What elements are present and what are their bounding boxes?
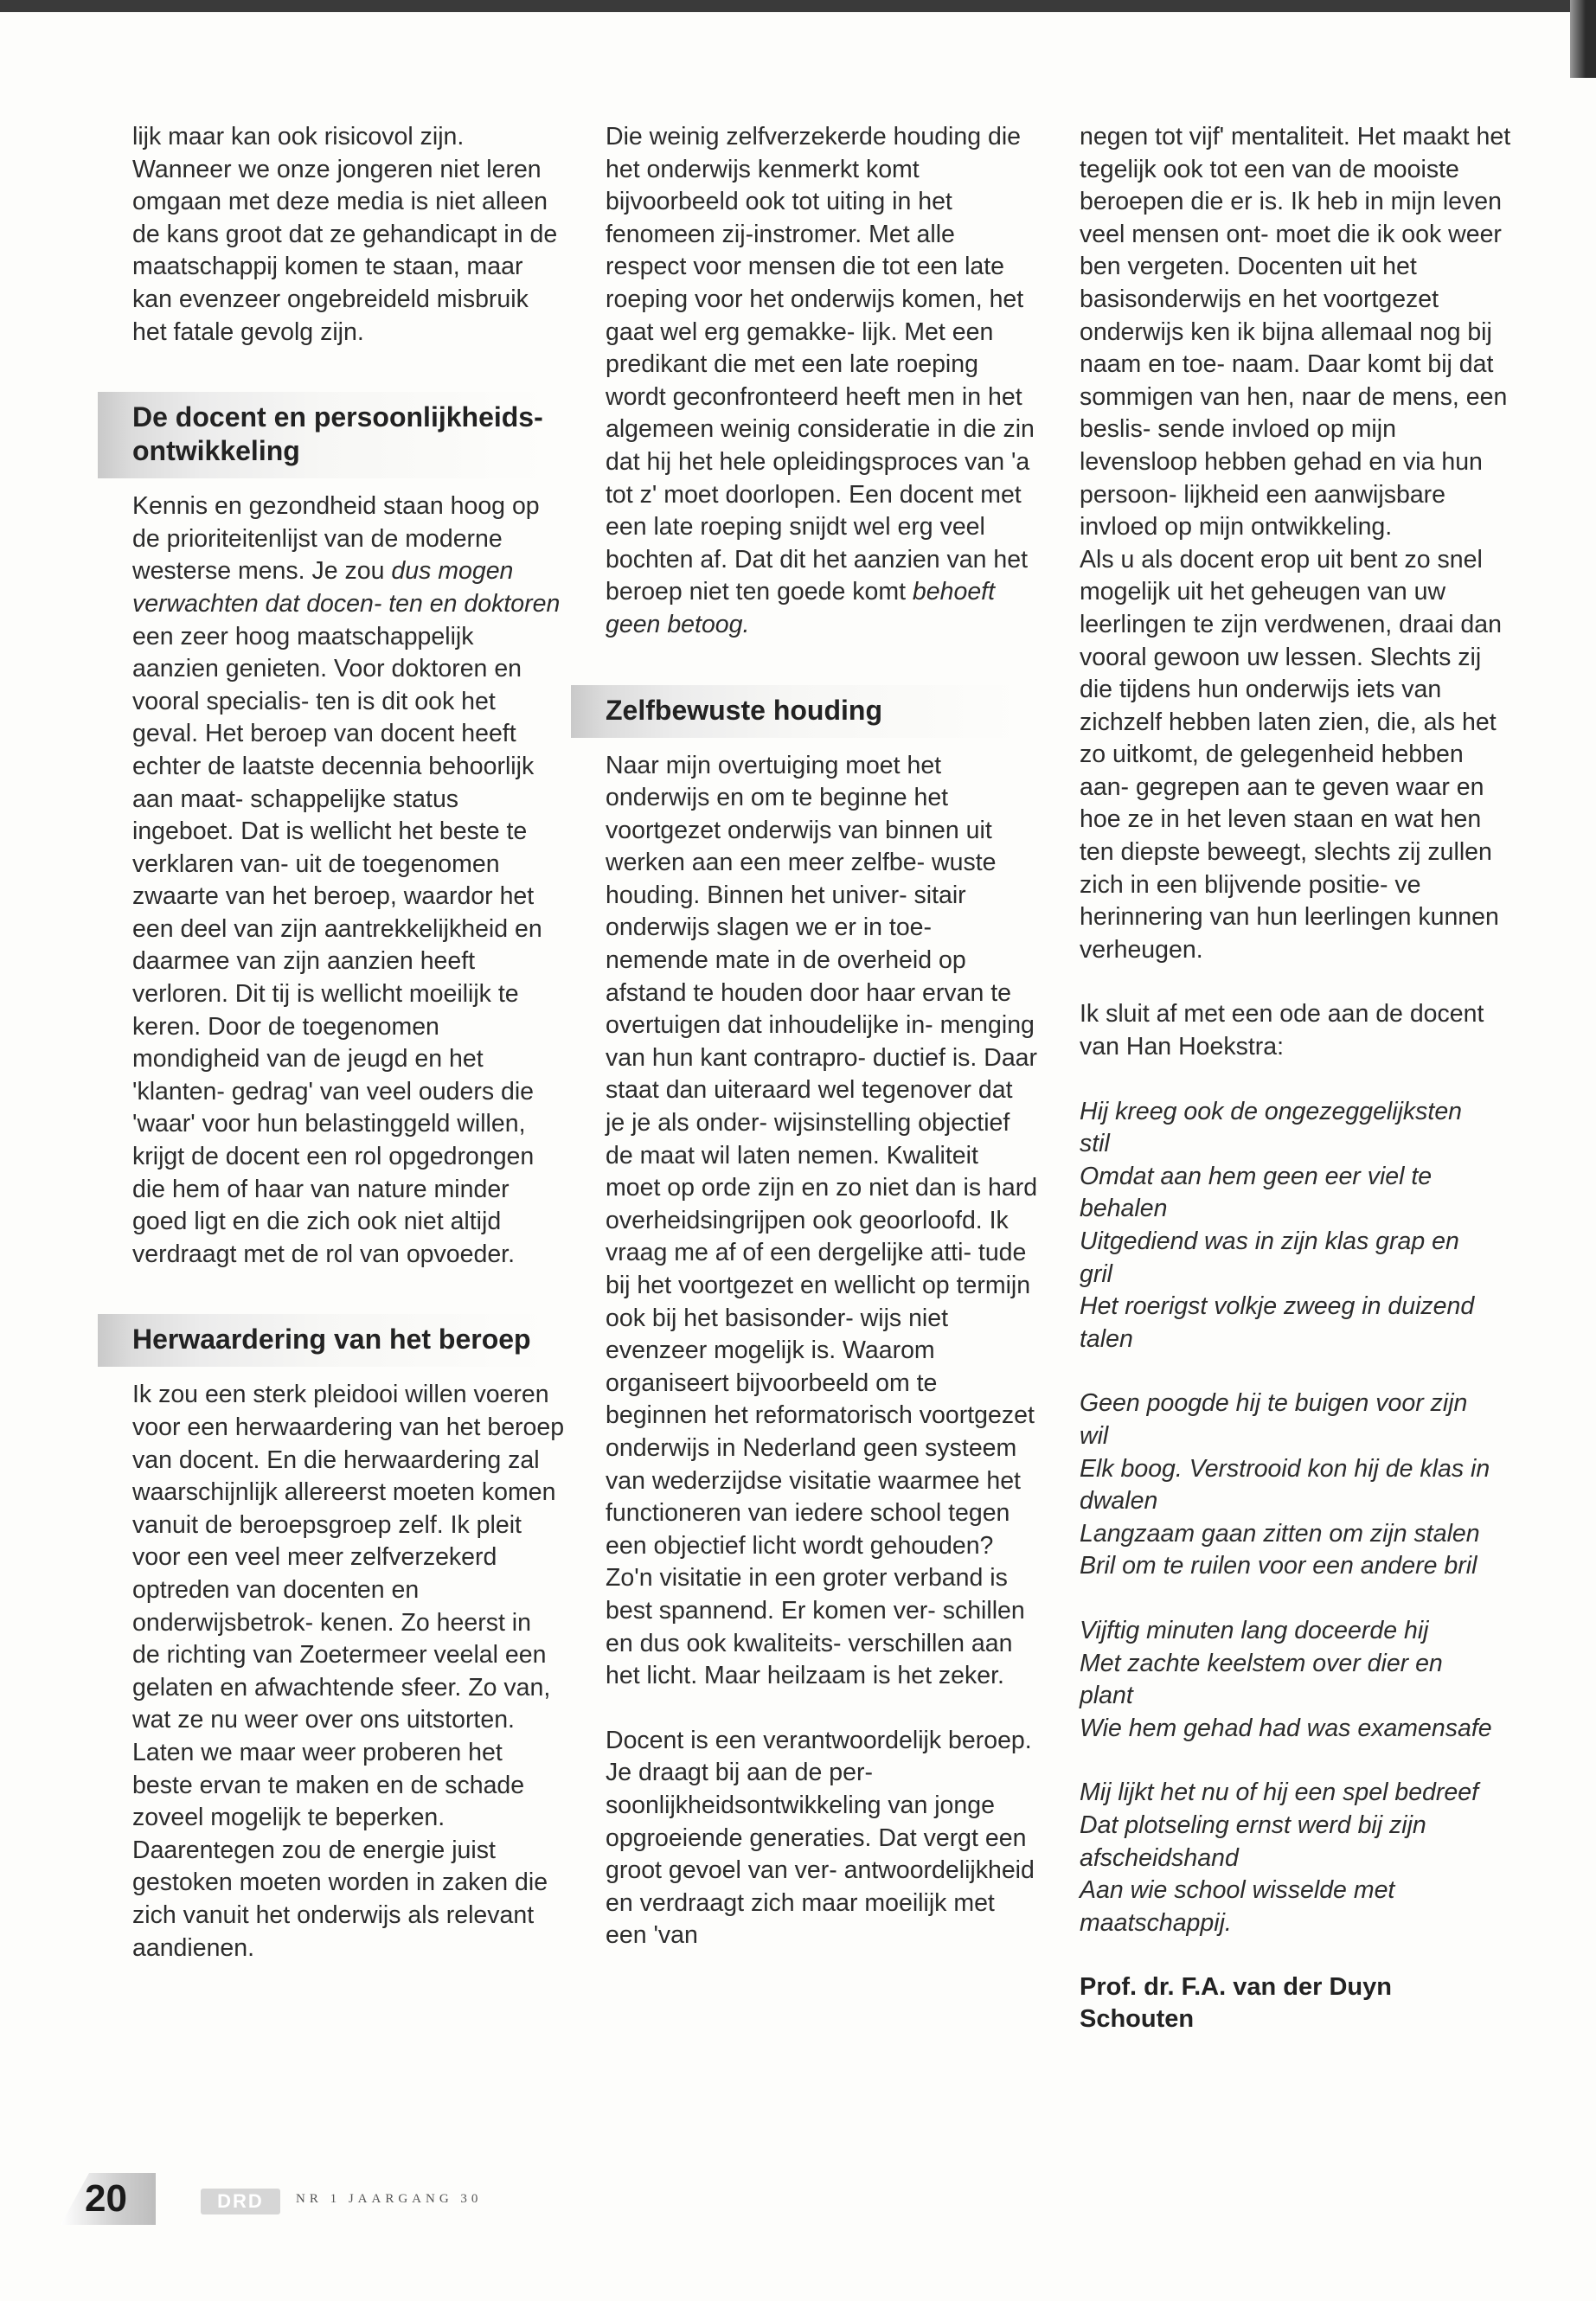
issue-label: NR 1 JAARGANG 30 <box>296 2192 483 2206</box>
text-span: een zeer hoog maatschappelijk aanzien genieten. Voor doktoren en vooral specialis- ten is dit ook het geval. Het beroep van docent heeft echter de laatste decennia behoorlijk aan maat- schappelijke status ingeboet. Dat is wellicht het beste te verklaren van- uit de toegenomen zwaarte van het beroep, waardor het een deel van zijn aantrekkelijkheid en daarmee van zijn aanzien heeft verloren. Dit tij is wellicht moeilijk te keren. Door de toegenomen mondigheid van de jeugd en het 'klanten- gedrag' van veel ouders die 'waar' voor hun belastinggeld willen, krijgt de docent een rol opgedrongen die hem of haar van nature minder goed ligt en die zich ook niet altijd verdraagt met de rol van opvoeder. <box>132 622 542 1268</box>
poem-line: wil <box>1080 1421 1109 1450</box>
poem-line: gril <box>1080 1259 1113 1288</box>
author-signature <box>1080 1971 1512 2035</box>
poem-line: Wie hem gehad had was examensafe <box>1080 1714 1492 1742</box>
poem-line: Geen poogde hij te buigen voor zijn <box>1080 1389 1468 1418</box>
poem-line: Aan wie school wisselde met <box>1080 1876 1395 1905</box>
poem-line: plant <box>1080 1682 1133 1710</box>
poem-line: afscheidshand <box>1080 1843 1239 1872</box>
poem-line: Uitgediend was in zijn klas grap en <box>1080 1227 1459 1255</box>
poem-line: dwalen <box>1080 1487 1158 1516</box>
top-right-scan-shadow <box>1570 0 1596 78</box>
poem-stanza <box>1080 1615 1512 1745</box>
poem-line: behalen <box>1080 1195 1168 1223</box>
poem-stanza <box>1080 1388 1512 1583</box>
paragraph: Ik sluit af met een ode aan de docent van Han Hoekstra: <box>1080 1000 1484 1061</box>
section-heading-herwaardering <box>98 1314 565 1367</box>
poem-line: Bril om te ruilen voor een andere bril <box>1080 1552 1477 1580</box>
signature-line: Schouten <box>1080 2005 1195 2034</box>
poem-line: Hij kreeg ook de ongezeggelijksten <box>1080 1097 1463 1125</box>
paragraph: Naar mijn overtuiging moet het onderwijs en om te beginne het voortgezet onderwijs van binnen uit werken aan een meer zelfbe- wuste houding. Binnen het univer- sitair onderwijs slagen we er in toe- nemende mate in de overheid op afstand te houden door haar ervan te overtuigen dat inhoudelijke in- menging van hun kant contrapro- ductief is. Daar staat dan uiteraard wel tegenover dat je je als onder- wijsinstelling objectief de maat wil laten nemen. Kwaliteit moet op orde zijn en zo niet dan is hard overheidsingrijpen ook geoorloofd. Ik vraag me af of een dergelijke atti- tude bij het voortgezet en wellicht op termijn ook bij het basisonder- wijs niet evenzeer mogelijk is. Waarom organiseert bijvoorbeeld om te beginnen het reformatorisch voortgezet onderwijs in Nederland geen systeem van wederzijdse visitatie waarmee het functioneren van iedere school tegen een objectief licht wordt gehouden? Zo'n visitatie in een groter verband is best spannend. Er komen ver- schillen en dus ook kwaliteits- verschillen aan het licht. Maar heilzaam is het zeker. <box>606 751 1038 1690</box>
text-span: Kennis en gezondheid staan hoog op de prioriteitenlijst van de moderne westerse mens. Je zou <box>132 492 540 586</box>
poem-line: Vijftig minuten lang doceerde hij <box>1080 1616 1429 1644</box>
section-heading-zelfbewuste-houding <box>571 685 1038 738</box>
poem-line: Langzaam gaan zitten om zijn stalen <box>1080 1519 1480 1548</box>
paragraph <box>132 490 565 1271</box>
page-footer <box>61 2173 580 2225</box>
paragraph: Als u als docent erop uit bent zo snel mogelijk uit het geheugen van uw leerlingen te zijn verdwenen, draai dan vooral gewoon uw lessen. Slechts zij die tijdens hun onderwijs iets van zichzelf hebben laten zien, die, als het zo uitkomt, de gelegenheid hebben aan- gegrepen aan te geven waar en hoe ze in het leven staan en wat hen ten diepste beweegt, slechts zij zullen zich in een blijvende positie- ve herinnering van hun leerlingen kunnen verheugen. <box>1080 545 1502 964</box>
paragraph: Ik zou een sterk pleidooi willen voeren voor een herwaardering van het beroep van docent. En die herwaardering zal waarschijnlijk allereerst moeten komen vanuit de beroepsgroep zelf. Ik pleit voor een veel meer zelfverzekerd optreden van docenten en onderwijsbetrok- kenen. Zo heerst in de richting van Zoetermeer veelal een gelaten en afwachtende sfeer. Zo van, wat ze nu weer over ons uitstorten. Laten we maar weer proberen het beste ervan te maken en de schade zoveel mogelijk te beperken. Daarentegen zou de energie juist gestoken moeten worden in zaken die zich vanuit het onderwijs als relevant aandienen. <box>132 1381 565 1962</box>
paragraph: Docent is een verantwoordelijk beroep. Je draagt bij aan de per- soonlijkheidsontwikkeling van jonge opgroeiende generaties. Dat vergt een groot gevoel van ver- antwoordelijkheid en verdraagt zich maar moeilijk met een 'van <box>606 1726 1035 1950</box>
poem-line: Mij lijkt het nu of hij een spel bedreef <box>1080 1779 1479 1807</box>
paragraph <box>606 121 1038 642</box>
heading-line: De docent en persoonlijkheids- <box>132 401 543 433</box>
paragraph: negen tot vijf' mentaliteit. Het maakt het tegelijk ook tot een van de mooiste beroepen die er is. Ik heb in mijn leven veel mensen ont- moet die ik ook weer ben vergeten. Docenten uit het basisonderwijs en het voortgezet onderwijs ken ik bijna allemaal nog bij naam en toe- naam. Daar komt bij dat sommigen van hen, naar de mens, een beslis- sende invloed op mijn levensloop hebben gehad en via hun persoon- lijkheid een aanwijsbare invloed op mijn ontwikkeling. <box>1080 123 1511 542</box>
italic-span: dus mogen verwachten dat docen- ten en doktoren <box>132 557 561 618</box>
paragraph: lijk maar kan ook risicovol zijn. Wanneer we onze jongeren niet leren omgaan met deze media is niet alleen de kans groot dat ze gehandicapt in de maatschappij komen te staan, maar kan evenzeer ongebreideld misbruik het fatale gevolg zijn. <box>132 123 558 346</box>
poem-line: talen <box>1080 1324 1133 1353</box>
text-span: Die weinig zelfverzekerde houding die het onderwijs kenmerkt komt bijvoorbeeld ook tot uiting in het fenomeen zij-instromer. Met alle respect voor mensen die tot een late roeping voor het onderwijs komen, het gaat wel erg gemakke- lijk. Met een predikant die met een late roeping wordt geconfronteerd heeft men in het algemeen weinig consideratie in die zin dat hij het hele opleidingsproces van 'a tot z' moet doorlopen. Een docent met een late roeping snijdt wel erg veel bochten af. Dat dit het aanzien van het beroep niet ten goede komt <box>606 123 1035 606</box>
poem-line: Omdat aan hem geen eer viel te <box>1080 1162 1433 1190</box>
poem-line: stil <box>1080 1130 1110 1158</box>
column-right <box>1080 121 1512 2035</box>
column-left <box>132 121 565 1965</box>
poem-line: Met zachte keelstem over dier en <box>1080 1649 1443 1677</box>
section-heading-persoonlijkheidsontwikkeling <box>98 392 565 478</box>
poem-stanza <box>1080 1777 1512 1939</box>
poem-line: Elk boog. Verstrooid kon hij de klas in <box>1080 1454 1490 1483</box>
poem <box>1080 1096 1512 1940</box>
poem-line: Het roerigst volkje zweeg in duizend <box>1080 1292 1475 1321</box>
page-number: 20 <box>85 2177 127 2220</box>
magazine-logo: DRD <box>201 2189 280 2214</box>
poem-stanza <box>1080 1096 1512 1356</box>
heading-line: Herwaardering van het beroep <box>132 1324 531 1356</box>
top-scan-border <box>0 0 1596 12</box>
signature-line: Prof. dr. F.A. van der Duyn <box>1080 1973 1392 2002</box>
poem-line: maatschappij. <box>1080 1908 1232 1937</box>
heading-line: Zelfbewuste houding <box>606 694 882 726</box>
heading-line: ontwikkeling <box>132 435 300 467</box>
poem-line: Dat plotseling ernst werd bij zijn <box>1080 1811 1426 1839</box>
italic-span: behoeft geen betoog. <box>606 578 996 638</box>
column-middle <box>606 121 1038 1952</box>
